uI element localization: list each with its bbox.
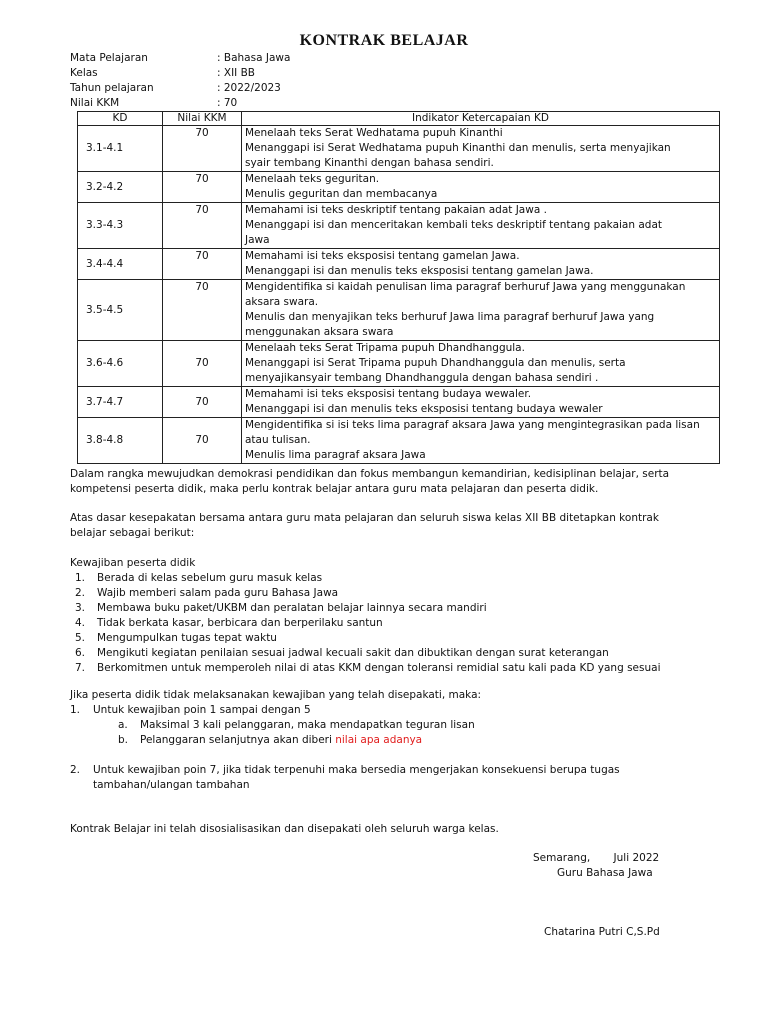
info-label: Mata Pelajaran [70, 52, 148, 64]
indicator-line: menggunakan aksara swara [245, 326, 394, 338]
kkm-value: 70 [163, 203, 242, 249]
list-text: Untuk kewajiban poin 7, jika tidak terpenuhi maka bersedia mengerjakan konsekuensi berupa tugas [93, 764, 620, 776]
highlighted-text: nilai apa adanya [335, 734, 423, 746]
info-value: : 2022/2023 [217, 82, 281, 94]
list-text: Tidak berkata kasar, berbicara dan berperilaku santun [97, 617, 383, 629]
signer-name: Chatarina Putri C,S.Pd [544, 926, 660, 938]
violation-2 [70, 763, 730, 793]
indicator-cell [242, 172, 720, 203]
indicator-line: Menulis dan menyajikan teks berhuruf Jawa lima paragraf berhuruf Jawa yang [245, 311, 655, 323]
indicator-line: Mengidentifika si isi teks lima paragraf aksara Jawa yang mengintegrasikan pada lisan [245, 419, 700, 431]
indicator-cell [242, 418, 720, 464]
list-number: 3. [75, 602, 86, 614]
paragraph-line: kompetensi peserta didik, maka perlu kontrak belajar antara guru mata pelajaran dan peserta didik. [70, 483, 599, 495]
info-row-subject [70, 51, 290, 66]
indicator-line: Memahami isi teks eksposisi tentang budaya wewaler. [245, 388, 532, 400]
info-label: Tahun pelajaran [70, 82, 154, 94]
kkm-value: 70 [163, 126, 242, 172]
header-kd: KD [78, 112, 163, 126]
kkm-value: 70 [163, 341, 242, 387]
document-title: KONTRAK BELAJAR [299, 32, 469, 49]
indicator-cell [242, 203, 720, 249]
kkm-value: 70 [163, 387, 242, 418]
table-row [78, 126, 720, 172]
sub-number: b. [118, 734, 129, 746]
list-text: tambahan/ulangan tambahan [93, 779, 250, 791]
table-row [78, 341, 720, 387]
kd-code: 3.8-4.8 [78, 418, 163, 464]
kkm-value: 70 [163, 280, 242, 341]
obligations-section [70, 556, 730, 676]
list-number: 1. [75, 572, 86, 584]
indicator-cell [242, 387, 720, 418]
kd-code: 3.5-4.5 [78, 280, 163, 341]
indicator-line: Menanggapi isi Serat Wedhatama pupuh Kinanthi dan menulis, serta menyajikan [245, 142, 671, 154]
list-text: Mengumpulkan tugas tepat waktu [97, 632, 277, 644]
info-row-year [70, 81, 290, 96]
list-text: Membawa buku paket/UKBM dan peralatan belajar lainnya secara mandiri [97, 602, 487, 614]
list-text: Wajib memberi salam pada guru Bahasa Jawa [97, 587, 339, 599]
list-item [70, 586, 730, 601]
indicator-line: Mengidentifika si kaidah penulisan lima paragraf berhuruf Jawa yang menggunakan [245, 281, 686, 293]
indicator-line: Memahami isi teks deskriptif tentang pakaian adat Jawa . [245, 204, 547, 216]
kd-table [77, 111, 720, 464]
course-info [70, 51, 290, 111]
info-label: Nilai KKM [70, 97, 120, 109]
list-number: 1. [70, 704, 81, 716]
header-kkm: Nilai KKM [163, 112, 242, 126]
table-row [78, 249, 720, 280]
sub-text: Maksimal 3 kali pelanggaran, maka mendapatkan teguran lisan [140, 719, 475, 731]
indicator-cell [242, 280, 720, 341]
indicator-cell [242, 126, 720, 172]
table-row [78, 418, 720, 464]
kkm-value: 70 [163, 418, 242, 464]
place-date: Semarang, Juli 2022 [533, 852, 660, 864]
table-row [78, 203, 720, 249]
indicator-cell [242, 249, 720, 280]
indicator-line: Menanggapi isi dan menulis teks eksposisi tentang gamelan Jawa. [245, 265, 594, 277]
header-indicator: Indikator Ketercapaian KD [242, 112, 720, 126]
table-row [78, 172, 720, 203]
indicator-line: menyajikansyair tembang Dhandhanggula dengan bahasa sendiri . [245, 372, 599, 384]
kd-code: 3.1-4.1 [78, 126, 163, 172]
obligations-list [70, 571, 730, 676]
indicator-line: syair tembang Kinanthi dengan bahasa sendiri. [245, 157, 494, 169]
list-item [70, 601, 730, 616]
paragraph-line: Dalam rangka mewujudkan demokrasi pendidikan dan fokus membangun kemandirian, kedisiplinan belajar, serta [70, 468, 670, 480]
list-number: 2. [75, 587, 86, 599]
list-item [70, 763, 730, 793]
info-row-kkm [70, 96, 290, 111]
list-item [70, 616, 730, 631]
intro-paragraph [70, 467, 730, 497]
list-number: 2. [70, 764, 81, 776]
list-item [70, 661, 730, 676]
indicator-line: atau tulisan. [245, 434, 311, 446]
indicator-line: Menulis lima paragraf aksara Jawa [245, 449, 426, 461]
agreement-paragraph [70, 511, 730, 541]
table-header-row [78, 112, 720, 126]
indicator-line: Menanggapi isi Serat Tripama pupuh Dhandhanggula dan menulis, serta [245, 357, 626, 369]
indicator-line: Menelaah teks Serat Wedhatama pupuh Kinanthi [245, 127, 503, 139]
list-text: Untuk kewajiban poin 1 sampai dengan 5 [93, 704, 311, 716]
indicator-line: Jawa [245, 234, 270, 246]
indicator-line: Menanggapi isi dan menulis teks eksposisi tentang budaya wewaler [245, 403, 603, 415]
list-item [70, 703, 730, 718]
kkm-value: 70 [163, 249, 242, 280]
table-row [78, 387, 720, 418]
obligations-title: Kewajiban peserta didik [70, 557, 196, 569]
kkm-value: 70 [163, 172, 242, 203]
violation-list [70, 703, 730, 718]
kd-code: 3.3-4.3 [78, 203, 163, 249]
info-value: : 70 [217, 97, 238, 109]
violation-1 [70, 703, 730, 718]
info-row-class [70, 66, 290, 81]
indicator-cell [242, 341, 720, 387]
list-item [70, 571, 730, 586]
info-value: : Bahasa Jawa [217, 52, 291, 64]
list-item [70, 646, 730, 661]
sub-text: Pelanggaran selanjutnya akan diberi [140, 734, 336, 746]
indicator-line: Memahami isi teks eksposisi tentang gamelan Jawa. [245, 250, 520, 262]
kd-code: 3.2-4.2 [78, 172, 163, 203]
violation-sub-a [118, 718, 475, 733]
list-number: 6. [75, 647, 86, 659]
list-item [70, 631, 730, 646]
table-row [78, 280, 720, 341]
list-text: Berada di kelas sebelum guru masuk kelas [97, 572, 323, 584]
closing-statement: Kontrak Belajar ini telah disosialisasikan dan disepakati oleh seluruh warga kelas. [70, 823, 499, 835]
violation-sub-b [118, 733, 422, 748]
list-text: Berkomitmen untuk memperoleh nilai di atas KKM dengan toleransi remidial satu kali pada KD yang sesuai [97, 662, 661, 674]
indicator-line: Menulis geguritan dan membacanya [245, 188, 438, 200]
kd-code: 3.7-4.7 [78, 387, 163, 418]
kd-code: 3.4-4.4 [78, 249, 163, 280]
signer-role: Guru Bahasa Jawa [557, 867, 653, 879]
sub-number: a. [118, 719, 128, 731]
indicator-line: Menelaah teks Serat Tripama pupuh Dhandhanggula. [245, 342, 525, 354]
list-number: 7. [75, 662, 86, 674]
indicator-line: Menanggapi isi dan menceritakan kembali teks deskriptif tentang pakaian adat [245, 219, 663, 231]
info-value: : XII BB [217, 67, 256, 79]
list-number: 4. [75, 617, 86, 629]
paragraph-line: belajar sebagai berikut: [70, 527, 195, 539]
violation-intro: Jika peserta didik tidak melaksanakan kewajiban yang telah disepakati, maka: [70, 689, 482, 701]
list-text: Mengikuti kegiatan penilaian sesuai jadwal kecuali sakit dan dibuktikan dengan surat keterangan [97, 647, 609, 659]
indicator-line: aksara swara. [245, 296, 319, 308]
kd-code: 3.6-4.6 [78, 341, 163, 387]
list-number: 5. [75, 632, 86, 644]
info-label: Kelas [70, 67, 98, 79]
paragraph-line: Atas dasar kesepakatan bersama antara guru mata pelajaran dan seluruh siswa kelas XII BB ditetapkan kontrak [70, 512, 659, 524]
indicator-line: Menelaah teks geguritan. [245, 173, 380, 185]
